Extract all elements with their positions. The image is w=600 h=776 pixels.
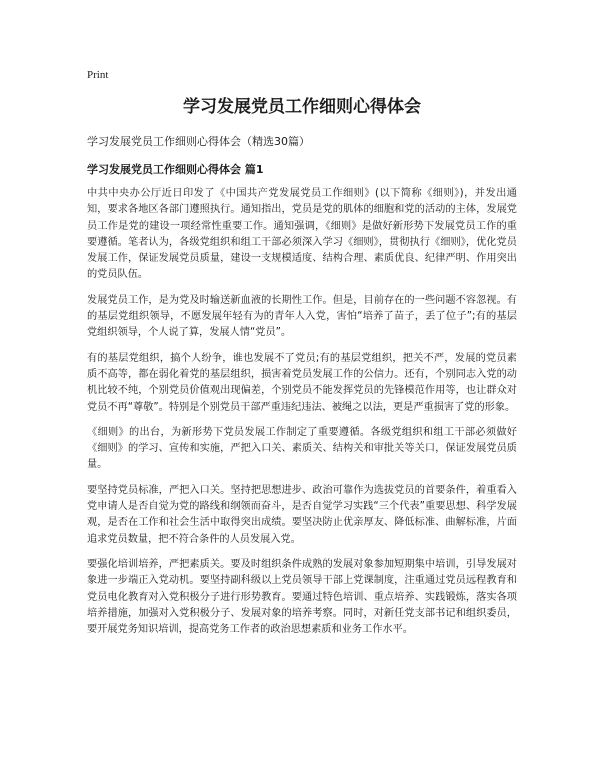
- section-heading: 学习发展党员工作细则心得体会 篇1: [87, 163, 264, 176]
- paragraph: 《细则》的出台，为新形势下党员发展工作制定了重要遵循。各级党组织和组工干部必须做好《细则》的学习、宣传和实施，严把入口关、素质关、结构关和审批关等关口，保证发展党员质量。: [87, 426, 517, 471]
- document-page: [87, 68, 517, 647]
- paragraph: 要坚持党员标准，严把入口关。坚持把思想进步、政治可靠作为选拔党员的首要条件，着重看入党申请人是否自觉为党的路线和纲领而奋斗，是否自觉学习实践“三个代表”重要思想、科学发展观，是否在工作和社会生活中取得突出成绩。要坚决防止优亲厚友、降低标准、曲解标准，片面追求党员数量，把不符合条件的人员发展入党。: [87, 484, 517, 545]
- paragraph: 发展党员工作，是为党及时输送新血液的长期性工作。但是，目前存在的一些问题不容忽视。有的基层党组织领导，不愿发展年轻有为的青年人入党，害怕“培养了苗子，丢了位子”;有的基层党组织领导，个人说了算，发展人情“党员”。: [87, 294, 517, 339]
- paragraph: 中共中央办公厅近日印发了《中国共产党发展党员工作细则》(以下简称《细则》)，并发出通知，要求各地区各部门遵照执行。通知指出，党员是党的肌体的细胞和党的活动的主体，发展党员工作是党的建设一项经常性重要工作。通知强调，《细则》是做好新形势下发展党员工作的重要遵循。笔者认为，各级党组织和组工干部必须深入学习《细则》，贯彻执行《细则》，优化党员发展工作，保证发展党员质量，建设一支规模适度、结构合理、素质优良、纪律严明、作用突出的党员队伍。: [87, 188, 517, 281]
- paragraph: 要强化培训培养，严把素质关。要及时组织条件成熟的发展对象参加短期集中培训，引导发展对象进一步端正入党动机。要坚持副科级以上党员领导干部上党课制度，注重通过党员远程教育和党员电化教育对入党积极分子进行形势教育。要通过特色培训、重点培养、实践锻炼，落实各项培养措施，加强对入党积极分子、发展对象的培养考察。同时，对新任党支部书记和组织委员，要开展党务知识培训，提高党务工作者的政治思想素质和业务工作水平。: [87, 558, 517, 636]
- paragraph: 有的基层党组织，搞个人纷争，谁也发展不了党员;有的基层党组织，把关不严，发展的党员素质不高等，都在弱化着党的基层组织，损害着党员发展工作的公信力。还有，个别同志入党的动机比较不纯，个别党员价值观出现偏差，个别党员不能发挥党员的先锋模范作用等，也让群众对党员不再“尊敬”。特别是个别党员干部严重违纪违法、被绳之以法，更是严重损害了党的形象。: [87, 352, 517, 413]
- print-label: Print: [87, 69, 109, 81]
- page-title: 学习发展党员工作细则心得体会: [183, 97, 421, 117]
- document-subtitle: 学习发展党员工作细则心得体会（精选30篇）: [87, 135, 310, 148]
